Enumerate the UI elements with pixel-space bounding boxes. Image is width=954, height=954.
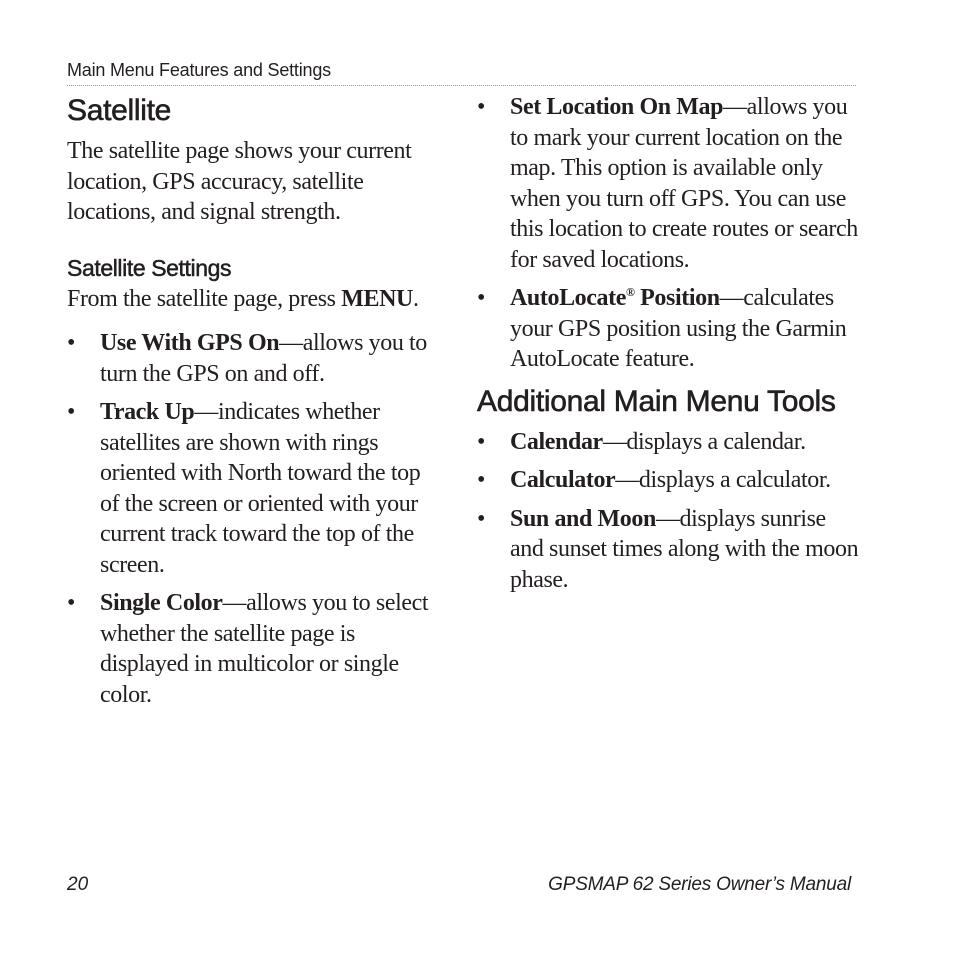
running-header: Main Menu Features and Settings: [67, 60, 331, 80]
item-description: —allows you to turn the GPS on and off.: [100, 330, 427, 387]
item-description: —displays a calculator.: [615, 467, 831, 493]
list-item-calculator: [477, 465, 859, 496]
section-title-satellite: Satellite: [67, 94, 172, 127]
header-divider: [67, 85, 856, 86]
tools-list: [477, 427, 859, 596]
item-term-main: AutoLocate: [510, 285, 626, 311]
bullet-icon: •: [477, 285, 486, 311]
satellite-settings-list-continued: [477, 92, 859, 375]
item-term: [510, 285, 720, 311]
item-description: —allows you to mark your current location on the map. This option is available only when you turn off GPS. You can use this location to create routes or search for saved locations.: [510, 94, 858, 273]
item-description: —displays a calendar.: [602, 428, 806, 455]
settings-lead: [67, 284, 443, 315]
bullet-icon: •: [67, 590, 76, 616]
bullet-icon: •: [477, 467, 486, 493]
section-title-additional-tools: Additional Main Menu Tools: [477, 384, 836, 418]
item-term: Use With GPS On: [100, 330, 280, 356]
bullet-icon: •: [67, 330, 76, 356]
item-term: Set Location On Map: [510, 94, 724, 120]
bullet-icon: •: [477, 428, 486, 455]
item-term-tail: Position: [634, 285, 720, 311]
item-description: —calculates your GPS position using the Garmin AutoLocate feature.: [510, 285, 847, 372]
list-item-sun-and-moon: [477, 504, 859, 596]
satellite-settings-list: [67, 328, 443, 710]
bullet-icon: •: [477, 505, 486, 532]
subsection-title-satellite-settings: Satellite Settings: [67, 254, 232, 281]
settings-lead-end: .: [412, 285, 419, 312]
registered-mark: ®: [625, 285, 635, 299]
list-item-single-color: [67, 588, 443, 710]
item-description: —displays sunrise and sunset times along with the moon phase.: [510, 505, 859, 593]
list-item-track-up: [67, 397, 443, 580]
item-description: —indicates whether satellites are shown with rings oriented with North toward the top of the screen or oriented with your current track toward the top of the screen.: [100, 399, 421, 578]
bullet-icon: •: [67, 399, 76, 425]
page-number: 20: [67, 874, 89, 895]
bullet-icon: •: [477, 94, 486, 120]
list-item-autolocate-position: [477, 283, 859, 375]
satellite-intro: The satellite page shows your current location, GPS accuracy, satellite locations, and signal strength.: [67, 138, 412, 225]
manual-title: GPSMAP 62 Series Owner’s Manual: [548, 874, 851, 895]
list-item-use-with-gps-on: [67, 328, 443, 389]
item-term: Calculator: [510, 467, 616, 493]
right-column: [477, 92, 859, 603]
left-column: [67, 92, 443, 718]
item-term: Calendar: [510, 428, 603, 455]
list-item-calendar: [477, 427, 859, 458]
settings-lead-text: From the satellite page, press: [67, 285, 342, 312]
item-description: —allows you to select whether the satellite page is displayed in multicolor or single color.: [100, 590, 429, 708]
item-term: Track Up: [100, 399, 195, 425]
item-term: Sun and Moon: [510, 505, 656, 532]
menu-key-label: MENU: [341, 285, 413, 312]
list-item-set-location-on-map: [477, 92, 859, 275]
item-term: Single Color: [100, 590, 223, 616]
